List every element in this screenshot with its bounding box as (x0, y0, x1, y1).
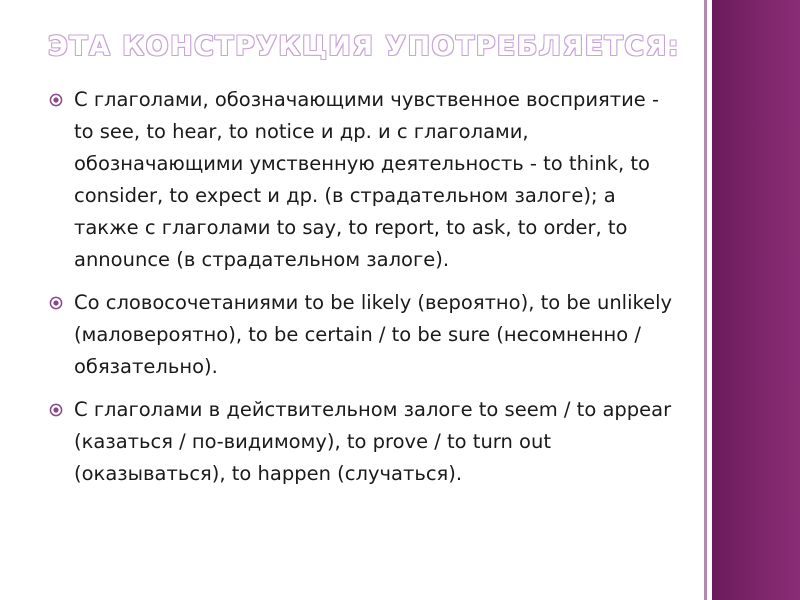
side-decorative-band (712, 0, 800, 600)
bullet-item (48, 287, 678, 383)
bullet-text: Со словосочетаниями to be likely (вероятно), to be unlikely (маловероятно), to be certain / to be sure (несомненно / обязательно). (74, 291, 673, 378)
bullet-text: С глаголами в действительном залоге to seem / to appear (казаться / по-видимому), to prove / to turn out (оказываться), to happen (случаться). (74, 398, 672, 485)
circled-dot-icon (49, 296, 63, 310)
bullet-item (48, 84, 678, 276)
circled-dot-icon (49, 403, 63, 417)
side-band-divider (704, 0, 707, 600)
bullet-item (48, 394, 678, 490)
slide-title: ЭТА КОНСТРУКЦИЯ УПОТРЕБЛЯЕТСЯ: (48, 31, 680, 62)
circled-dot-icon (49, 93, 63, 107)
bullet-text: С глаголами, обозначающими чувственное восприятие - to see, to hear, to notice и др. и с глаголами, обозначающими умственную деятельность - to think, to consider, to expect и др. (в страдательном залоге); а также с глаголами to say, to report, to ask, to order, to announce (в страдательном залоге). (74, 88, 659, 271)
bullet-list (48, 84, 678, 501)
